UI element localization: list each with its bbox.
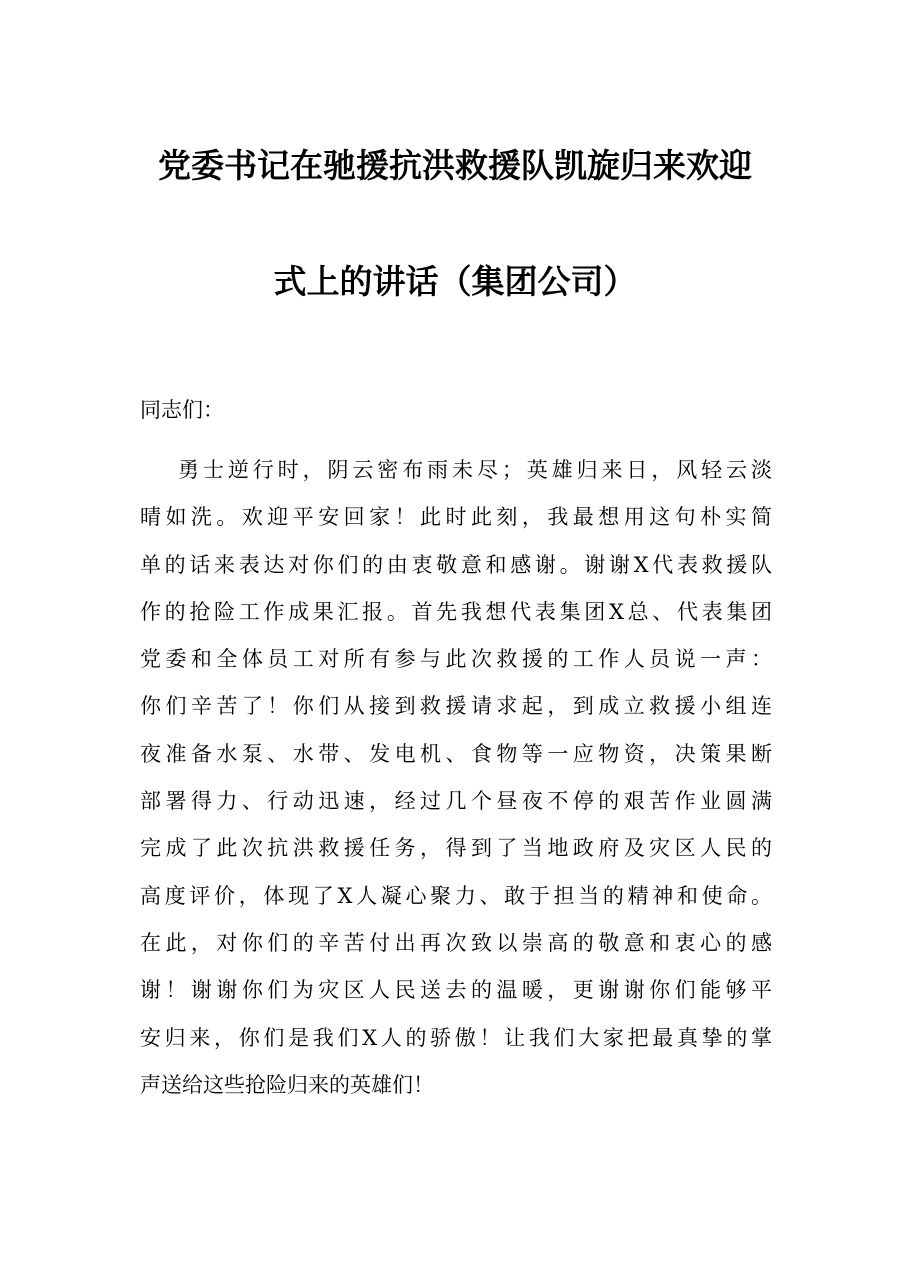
document-title-line-2: 式上的讲话（集团公司） xyxy=(273,262,637,301)
body-line: 声送给这些抢险归来的英雄们！ xyxy=(140,1072,434,1097)
body-line: 部署得力、行动迅速，经过几个昼夜不停的艰苦作业圆满 xyxy=(140,789,772,814)
body-line: 单的话来表达对你们的由衷敬意和感谢。谢谢X代表救援队 xyxy=(140,552,772,577)
body-line: 在此，对你们的辛苦付出再次致以崇高的敬意和衷心的感 xyxy=(140,930,772,955)
body-line: 作的抢险工作成果汇报。首先我想代表集团X总、代表集团 xyxy=(140,599,772,624)
body-line: 完成了此次抗洪救援任务，得到了当地政府及灾区人民的 xyxy=(140,836,772,861)
document-title-line-1: 党委书记在驰援抗洪救援队凯旋归来欢迎 xyxy=(158,146,752,185)
body-line: 勇士逆行时，阴云密布雨未尽；英雄归来日，风轻云淡 xyxy=(178,458,772,482)
speech-body xyxy=(140,452,772,1114)
body-line: 党委和全体员工对所有参与此次救援的工作人员说一声： xyxy=(140,647,772,672)
body-line: 高度评价，体现了X人凝心聚力、敢于担当的精神和使命。 xyxy=(140,883,772,908)
body-line: 你们辛苦了！你们从接到救援请求起，到成立救援小组连 xyxy=(140,694,772,719)
body-line: 夜准备水泵、水带、发电机、食物等一应物资，决策果断 xyxy=(140,741,772,766)
body-line: 晴如洗。欢迎平安回家！此时此刻，我最想用这句朴实简 xyxy=(140,505,772,530)
salutation: 同志们： xyxy=(140,398,224,422)
body-line: 安归来，你们是我们X人的骄傲！让我们大家把最真挚的掌 xyxy=(140,1025,772,1050)
body-line: 谢！谢谢你们为灾区人民送去的温暖，更谢谢你们能够平 xyxy=(140,978,772,1003)
